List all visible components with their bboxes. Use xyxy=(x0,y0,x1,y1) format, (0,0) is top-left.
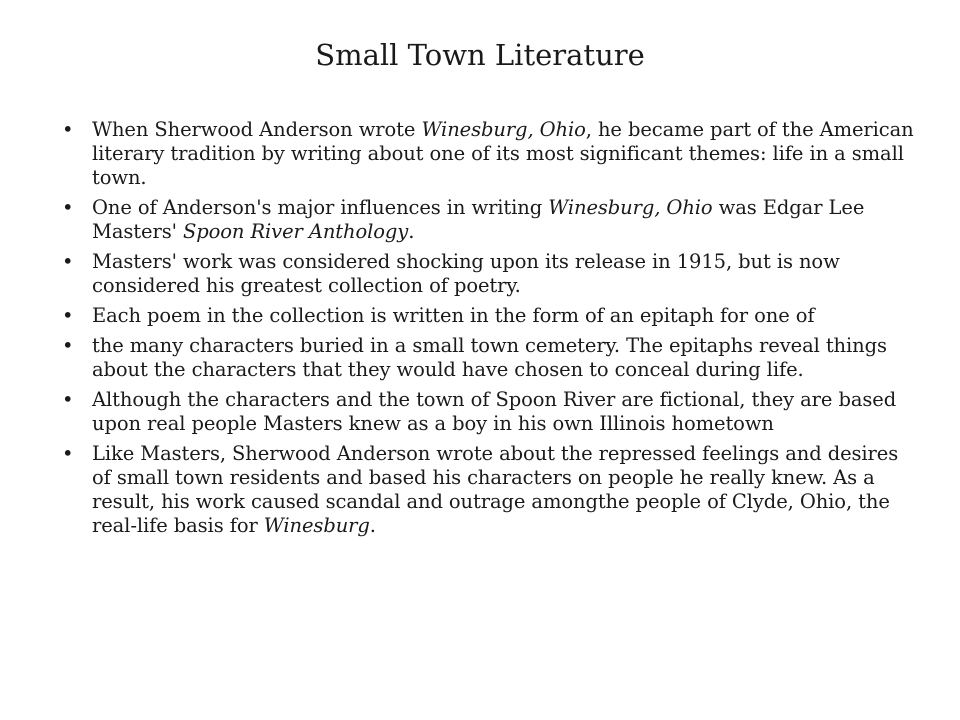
bullet-item xyxy=(56,196,916,244)
italic-title-text: Spoon River Anthology xyxy=(182,220,409,243)
bullet-list xyxy=(56,118,916,544)
bullet-text-segment: Masters' work was considered shocking upon its release in 1915, but is now considered his greatest collection of poetry. xyxy=(92,250,840,297)
bullet-text xyxy=(92,334,887,381)
bullet-text-segment: . xyxy=(369,514,376,537)
bullet-marker: • xyxy=(62,442,74,465)
bullet-item xyxy=(56,442,916,538)
bullet-item xyxy=(56,118,916,190)
bullet-text-segment: was Edgar Lee Masters' xyxy=(92,196,865,243)
bullet-text-segment: Each poem in the collection is written in the form of an epitaph for one of xyxy=(92,304,815,327)
bullet-text-segment: , he became part of the American literary tradition by writing about one of its most significant themes: life in a small town. xyxy=(92,118,914,189)
bullet-text-segment: the many characters buried in a small town cemetery. The epitaphs reveal things about the characters that they would have chosen to conceal during life. xyxy=(92,334,887,381)
bullet-text xyxy=(92,118,914,189)
bullet-text-segment: Although the characters and the town of Spoon River are fictional, they are based upon real people Masters knew as a boy in his own Illinois hometown xyxy=(92,388,897,435)
bullet-text xyxy=(92,250,840,297)
italic-title-text: Winesburg xyxy=(263,514,370,537)
bullet-marker: • xyxy=(62,334,74,357)
bullet-text-segment: One of Anderson's major influences in writing xyxy=(92,196,549,219)
bullet-item xyxy=(56,304,916,328)
bullet-item xyxy=(56,388,916,436)
bullet-text xyxy=(92,442,898,537)
bullet-text-segment: When Sherwood Anderson wrote xyxy=(92,118,422,141)
slide-title: Small Town Literature xyxy=(315,38,645,72)
bullet-item xyxy=(56,250,916,298)
bullet-marker: • xyxy=(62,118,74,141)
bullet-text xyxy=(92,196,864,243)
bullet-marker: • xyxy=(62,250,74,273)
bullet-item xyxy=(56,334,916,382)
bullet-text-segment: Like Masters, Sherwood Anderson wrote about the repressed feelings and desires of small town residents and based his characters on people he really knew. As a result, his work caused scandal and outrage amongthe people of Clyde, Ohio, the real-life basis for xyxy=(92,442,899,537)
bullet-text xyxy=(92,304,815,327)
bullet-text-segment: . xyxy=(408,220,415,243)
italic-title-text: Winesburg, Ohio xyxy=(421,118,586,141)
bullet-marker: • xyxy=(62,196,74,219)
italic-title-text: Winesburg, Ohio xyxy=(548,196,713,219)
bullet-text xyxy=(92,388,896,435)
bullet-marker: • xyxy=(62,388,74,411)
bullet-marker: • xyxy=(62,304,74,327)
